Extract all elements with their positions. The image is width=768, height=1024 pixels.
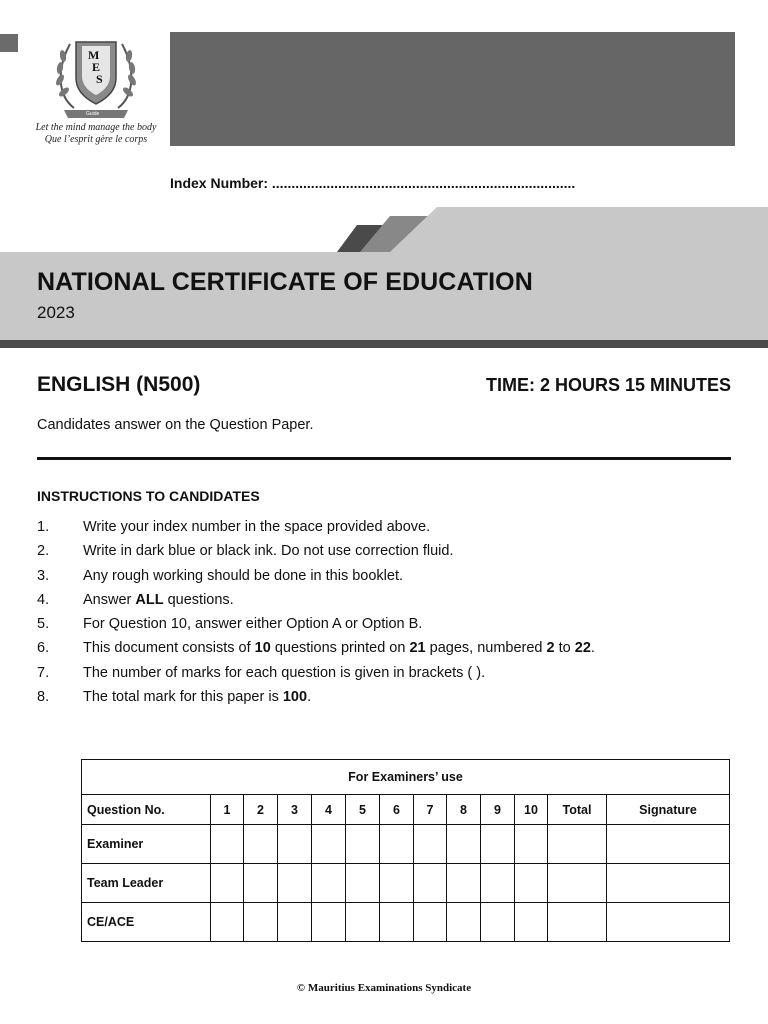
instruction-text <box>83 614 422 634</box>
table-header-row <box>82 795 730 825</box>
crest-letter-s: S <box>96 72 103 86</box>
instruction-text <box>83 517 430 537</box>
instruction-number: 1. <box>37 519 50 535</box>
mark-cell[interactable] <box>380 903 414 942</box>
signature-cell[interactable] <box>607 825 730 864</box>
instruction-fragment: to <box>554 640 575 657</box>
mark-cell[interactable] <box>312 903 346 942</box>
instruction-item <box>37 638 737 662</box>
instruction-number: 2. <box>37 543 50 560</box>
header-question: 4 <box>312 795 346 825</box>
mark-cell[interactable] <box>414 903 447 942</box>
examiners-table <box>81 759 730 942</box>
mark-cell[interactable] <box>515 825 548 864</box>
header-question: 2 <box>244 795 278 825</box>
instruction-emphasis: 2 <box>546 640 555 657</box>
index-number-label: Index Number: <box>170 175 269 191</box>
instruction-number: 3. <box>37 567 50 584</box>
total-cell[interactable] <box>548 825 607 864</box>
mark-cell[interactable] <box>244 903 278 942</box>
index-number-field[interactable] <box>170 175 575 191</box>
mark-cell[interactable] <box>414 864 447 903</box>
mark-cell[interactable] <box>380 864 414 903</box>
exam-year: 2023 <box>37 303 75 322</box>
mark-cell[interactable] <box>447 903 481 942</box>
row-label: Team Leader <box>82 864 211 903</box>
mark-cell[interactable] <box>278 903 312 942</box>
instruction-fragment: pages, numbered <box>425 640 547 657</box>
mark-cell[interactable] <box>211 903 244 942</box>
table-row <box>82 864 730 903</box>
mes-logo <box>30 30 162 146</box>
instruction-fragment: questions. <box>163 591 234 608</box>
mark-cell[interactable] <box>211 825 244 864</box>
instruction-fragment: This document consists of <box>83 640 255 657</box>
header-box <box>170 32 735 146</box>
mark-cell[interactable] <box>380 825 414 864</box>
header-question: 3 <box>278 795 312 825</box>
instruction-fragment: questions printed on <box>270 640 410 657</box>
instruction-number: 8. <box>37 689 50 706</box>
instruction-item <box>37 541 737 565</box>
instruction-number: 6. <box>37 640 50 657</box>
index-number-dots: .............................................................................. <box>271 175 576 191</box>
signature-cell[interactable] <box>607 864 730 903</box>
instruction-fragment: Any rough working should be done in this booklet. <box>83 567 404 584</box>
instruction-emphasis: 21 <box>409 640 426 657</box>
instruction-item <box>37 517 737 541</box>
instruction-emphasis: ALL <box>135 591 164 608</box>
header-question: 1 <box>211 795 244 825</box>
instruction-fragment: . <box>590 640 595 657</box>
mark-cell[interactable] <box>447 825 481 864</box>
mark-cell[interactable] <box>211 864 244 903</box>
instruction-text <box>83 566 403 586</box>
mark-cell[interactable] <box>278 864 312 903</box>
crest-letter-e: E <box>92 60 101 74</box>
mark-cell[interactable] <box>346 864 380 903</box>
instruction-text <box>83 687 311 707</box>
motto-french: Que l’esprit gère le corps <box>44 134 148 145</box>
instruction-fragment: The total mark for this paper is <box>83 689 283 706</box>
row-label: Examiner <box>82 825 211 864</box>
header-question: 6 <box>380 795 414 825</box>
exam-duration: TIME: 2 HOURS 15 MINUTES <box>485 375 731 395</box>
row-label: CE/ACE <box>82 903 211 942</box>
header-question: 9 <box>481 795 515 825</box>
mark-cell[interactable] <box>244 864 278 903</box>
instruction-fragment: The number of marks for each question is given in brackets ( ). <box>83 664 486 681</box>
instructions-list <box>37 517 737 711</box>
mark-cell[interactable] <box>481 825 515 864</box>
ribbon-text: Guide <box>86 111 100 117</box>
copyright-footer: © Mauritius Examinations Syndicate <box>296 982 472 994</box>
header-question-no: Question No. <box>82 795 211 825</box>
mes-crest-icon <box>46 30 146 120</box>
instruction-text <box>83 638 595 658</box>
mark-cell[interactable] <box>278 825 312 864</box>
instruction-item <box>37 687 737 711</box>
subject-title: ENGLISH (N500) <box>37 373 201 396</box>
header-total: Total <box>548 795 607 825</box>
mark-cell[interactable] <box>312 825 346 864</box>
instruction-number: 4. <box>37 591 50 608</box>
instruction-item <box>37 590 737 614</box>
total-cell[interactable] <box>548 864 607 903</box>
instruction-fragment: Answer <box>83 591 136 608</box>
mark-cell[interactable] <box>515 903 548 942</box>
header-question: 10 <box>515 795 548 825</box>
signature-cell[interactable] <box>607 903 730 942</box>
instructions-heading: INSTRUCTIONS TO CANDIDATES <box>37 488 260 504</box>
instruction-item <box>37 566 737 590</box>
mark-cell[interactable] <box>515 864 548 903</box>
table-caption: For Examiners’ use <box>82 760 730 795</box>
instruction-item <box>37 614 737 638</box>
exam-title: NATIONAL CERTIFICATE OF EDUCATION <box>37 268 533 296</box>
mark-cell[interactable] <box>447 864 481 903</box>
instruction-text <box>83 541 453 561</box>
mark-cell[interactable] <box>244 825 278 864</box>
instruction-fragment: Write in dark blue or black ink. Do not use correction fluid. <box>83 543 454 560</box>
instruction-emphasis: 10 <box>254 640 271 657</box>
instruction-emphasis: 100 <box>282 689 308 706</box>
corner-mark <box>0 34 18 52</box>
mark-cell[interactable] <box>414 825 447 864</box>
total-cell[interactable] <box>548 903 607 942</box>
mark-cell[interactable] <box>346 903 380 942</box>
instruction-text <box>83 590 234 610</box>
instruction-fragment: Write your index number in the space provided above. <box>83 519 431 535</box>
mark-cell[interactable] <box>346 825 380 864</box>
candidates-note: Candidates answer on the Question Paper. <box>37 417 314 433</box>
mark-cell[interactable] <box>481 903 515 942</box>
motto-english: Let the mind manage the body <box>35 122 157 133</box>
instruction-number: 5. <box>37 616 50 633</box>
header-question: 5 <box>346 795 380 825</box>
instruction-fragment: For Question 10, answer either Option A or Option B. <box>83 616 423 633</box>
mark-cell[interactable] <box>312 864 346 903</box>
table-row <box>82 825 730 864</box>
table-row <box>82 903 730 942</box>
instruction-fragment: . <box>307 689 312 706</box>
instruction-emphasis: 22 <box>574 640 591 657</box>
header-question: 7 <box>414 795 447 825</box>
instruction-item <box>37 663 737 687</box>
mark-cell[interactable] <box>481 864 515 903</box>
instruction-text <box>83 663 485 683</box>
header-question: 8 <box>447 795 481 825</box>
header-signature: Signature <box>607 795 730 825</box>
instruction-number: 7. <box>37 664 50 681</box>
divider-rule <box>37 457 731 460</box>
crest-letter-m: M <box>88 48 100 62</box>
